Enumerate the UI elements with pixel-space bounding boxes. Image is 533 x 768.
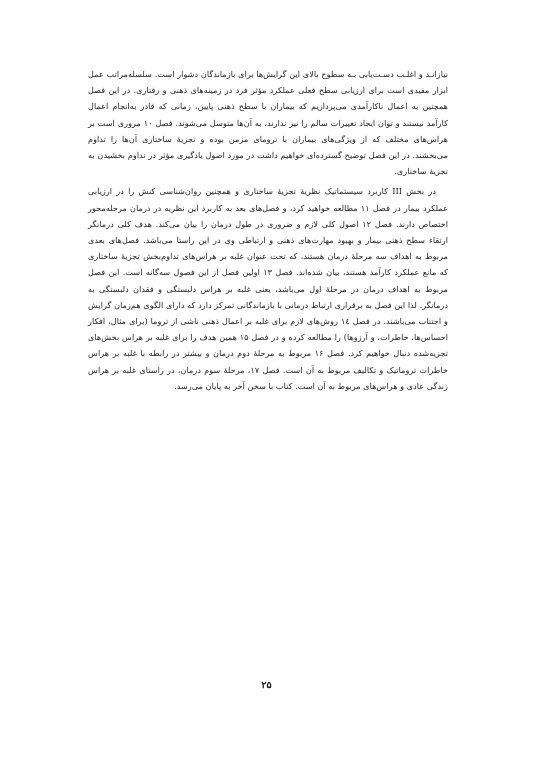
body-text <box>88 66 448 398</box>
page-number: ۲۵ <box>261 680 272 691</box>
paragraph-1: نیازانـد و اغلـب دسـت‌یابی بـه سطوح بالای این گرایش‌ها برای بازماندگان دشوار است. سلسله‌مراتب عمل ابزار مفیدی است برای ارزیابی سطح فعلی عملکرد مؤثر فرد در زمینه‌های ذهنی و رفتاری. در این فصل همچنین به اعمال ناکارآمدی می‌پردازیم که بیماران با سطح ذهنی پایین، زمانی که قادر به‌انجام اعمال کارآمد نیستند و توان ایجاد تغییرات سالم را نیز ندارند، به آن‌ها متوسل می‌شوند. فصل ۱۰ مروری است بر هراس‌های مختلف که از ویژگی‌های بیماران با ترومای مزمن بوده و تجزیهٔ ساختاری آن‌ها را تداوم می‌بخشند. در این فصل توضیح گسترده‌ای خواهیم داشت در مورد اصول یادگیری مؤثر در تداوم بخشیدن به تجزیهٔ ساختاری. <box>88 69 448 177</box>
paragraph-2: در بخش III کاربرد سیستماتیک نظریهٔ تجزیهٔ ساختاری و همچنین روان‌شناسی کنش را در ارزیابی عملکرد بیمار در فصل ۱۱ مطالعه خواهید کرد، و فصل‌های بعد به کاربرد این نظریه در درمان مرحله‌محور اختصاص دارند. فصل ۱۲ اصول کلی لازم و ضروری در طول درمان را بیان می‌کند. هدف کلی درمانگر ارتقاء سطح ذهنی بیمار و بهبود مهارت‌های ذهنی و ارتباطی وی در این راستا می‌باشد. فصل‌های بعدی مربوط به اهداف سه مرحلهٔ درمان هستند، که تحت عنوان غلبه بر هراس‌های تداوم‌بخش تجزیهٔ ساختاری که مانع عملکرد کارآمد هستند، بیان شده‌اند. فصل ۱۳ اولین فصل از این فصول سه‌گانه است. این فصل مربوط به اهداف درمان در مرحلهٔ اول می‌باشد، یعنی غلبه بر هراس دلبستگی و فقدان دلبستگی به درمانگر. لذا این فصل به برقراری ارتباط درمانی با بازماندگانی تمرکز دارد که دارای الگوی هم‌زمان گرایش و اجتناب می‌باشند. در فصل ۱٤ روش‌های لازم برای غلبه بر اعمال ذهنی ناشی از تروما (برای مثال، افکار احساس‌ها، خاطرات، و آرزوها) را مطالعه کرده و در فصل ۱۵ همین هدف را برای غلبه بر هراس بخش‌های تجزیه‌شده دنبال خواهیم کرد. فصل ۱۶ مربوط به مرحلهٔ دوم درمان و بیشتر در رابطه با غلبه بر هراس خاطرات تروماتیک و تکالیف مربوط به آن است. فصل ۱۷، مرحلهٔ سوم درمان، در راستای غلبه بر هراس زندگی عادی و هراس‌های مربوط به آن است. کتاب با سخن آخر به پایان می‌رسد. <box>88 186 449 391</box>
